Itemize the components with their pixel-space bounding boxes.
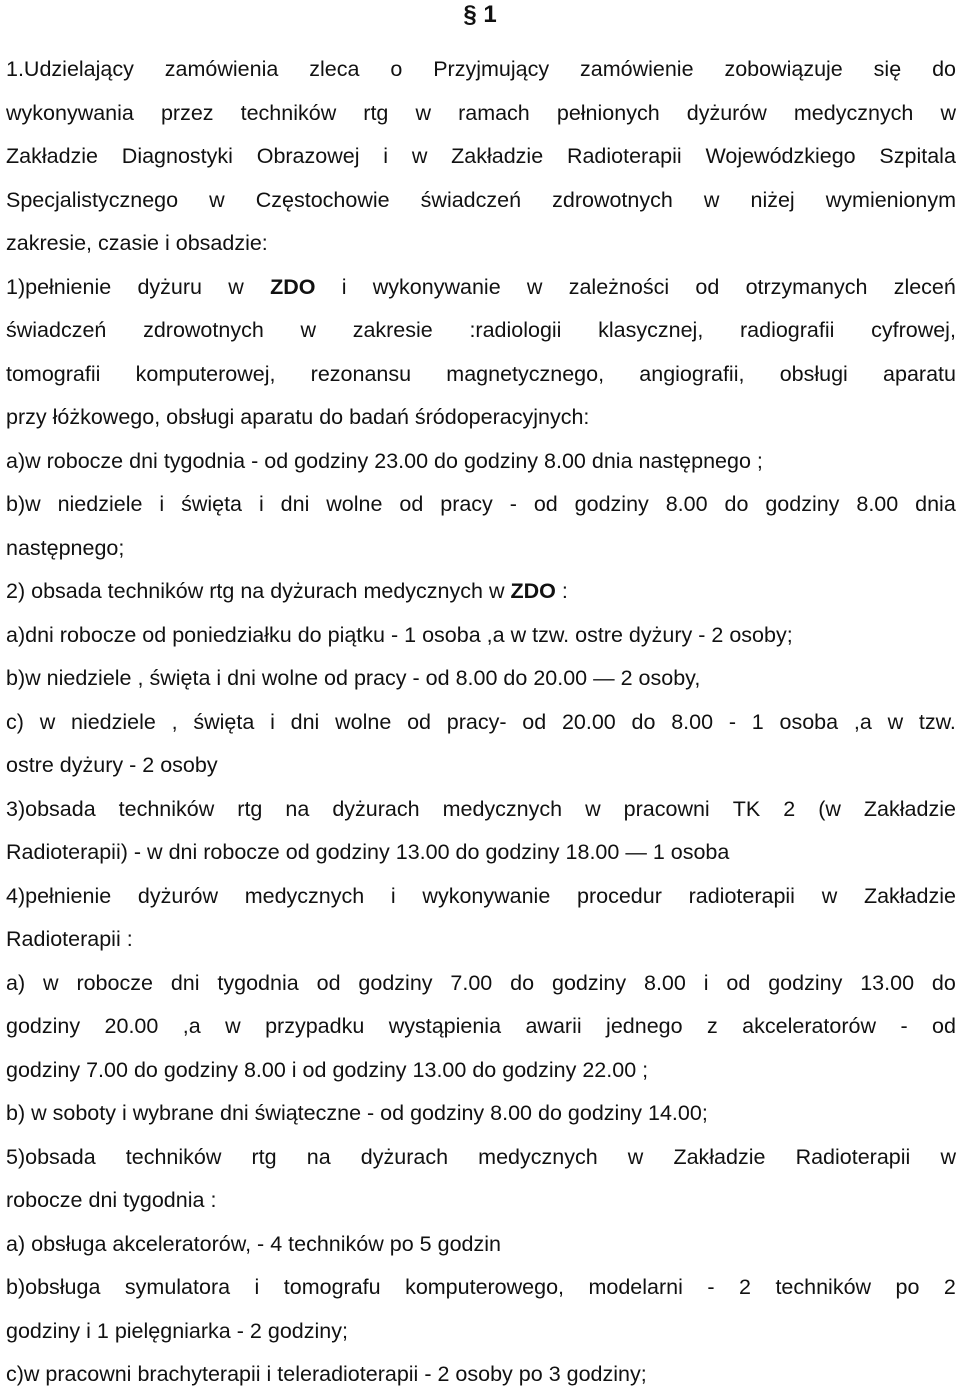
word: 8.00 [671,709,714,734]
word: w [940,1144,956,1169]
text-line-last: c)w pracowni brachyterapii i teleradioterapii - 2 osoby po 3 godziny; [6,1362,647,1386]
word: ramach [458,100,530,125]
word: tomografii [6,361,101,386]
word: i [159,492,165,516]
word: 13.00 [860,970,915,995]
word: b)obsługa [6,1275,101,1299]
word: Specjalistycznego [6,187,179,212]
word: Częstochowie [255,187,390,212]
word: 3)obsada [6,796,96,821]
word: c) [6,709,24,734]
word: rtg [237,796,263,821]
word: medycznych [793,100,914,125]
text-line [6,266,956,310]
word: zamówienia [164,57,279,81]
word: akceleratorów [742,1014,877,1038]
word: 2 [943,1275,956,1299]
paragraph-p9 [6,788,956,875]
word: Zakładzie [673,1144,766,1169]
paragraph-p5 [6,570,956,614]
word: Radioterapii [795,1144,911,1169]
word: niedziele [57,492,143,516]
paragraph-p14 [6,1223,956,1267]
word: 8.00 [856,492,899,516]
text-line [6,135,956,179]
word: w [43,970,59,995]
word: święta [193,709,255,734]
word: zleca [309,57,360,81]
paragraph-p12 [6,1092,956,1136]
word: do [931,970,956,995]
text-line [6,48,956,92]
word: zdrowotnych [143,318,264,342]
word: Wojewódzkiego [705,144,856,168]
word: od [695,274,720,299]
word: ZDO [270,274,316,299]
word: na [306,1144,331,1169]
word: Przyjmujący [433,57,550,81]
word: 1.Udzielający [6,57,134,81]
word: dyżuru [137,274,203,299]
word: aparatu [883,361,956,386]
word: w [887,709,904,734]
word: - [707,1275,715,1299]
word: 8.00 [665,492,708,516]
word: i [258,492,264,516]
word: w [228,274,244,299]
paragraph-p7 [6,657,956,701]
word: klasycznej, [598,318,704,342]
word: robocze [76,970,153,995]
word: od [316,970,341,995]
word: pracy- [446,709,507,734]
word: od [533,492,558,516]
text-line [6,353,956,397]
word: - [509,492,517,516]
word: obsługi [779,361,848,386]
word: Zakładzie [6,144,99,168]
word: jednego [606,1014,683,1038]
paragraph-p3 [6,440,956,484]
word: zdrowotnych [552,187,673,212]
word: :radiologii [469,318,562,342]
text-line-last: a)dni robocze od poniedziałku do piątku - 1 osoba ,a w tzw. ostre dyżury - 2 osoby; [6,622,793,647]
word: w [821,883,838,908]
word: w [585,796,601,821]
word: święta [181,492,243,516]
word: przez [160,100,214,125]
word: i [254,1275,260,1299]
text-line-last: godziny i 1 pielęgniarka - 2 godziny; [6,1318,348,1343]
word: awarii [525,1014,582,1038]
word: w [300,318,316,342]
word: na [285,796,310,821]
text-line-last: b)w niedziele , święta i dni wolne od pracy - od 8.00 do 20.00 — 2 osoby, [6,666,701,690]
word: 20.00 [561,709,616,734]
word: w [411,144,428,168]
word: rtg [251,1144,277,1169]
word: świadczeń [420,187,522,212]
word: 1 [751,709,764,734]
word: pełnionych [556,100,660,125]
word: od [932,1014,956,1038]
word: modelarni [588,1275,683,1299]
word: w [209,187,225,212]
word: magnetycznego, [446,361,605,386]
word: się [873,57,902,81]
document-body [6,48,956,1397]
word: komputerowej, [135,361,276,386]
text-line [6,92,956,136]
word: w [703,187,720,212]
paragraph-p4 [6,483,956,570]
word: zależności [568,274,670,299]
word: do [631,709,656,734]
word: Zakładzie [863,883,956,908]
word: Diagnostyki [121,144,233,168]
text-line-last: następnego; [6,535,125,560]
word: dyżurów [137,883,218,908]
word: do [510,970,535,995]
word: do [724,492,749,516]
word: 2 [739,1275,751,1299]
word: wykonywanie [422,883,551,908]
text-line-last: Radioterapii) - w dni robocze od godziny 13.00 do godziny 18.00 — 1 osoba [6,840,730,864]
word: 4)pełnienie [6,883,112,908]
word: w [39,709,56,734]
text-line [6,483,956,527]
text-line [6,788,956,832]
word: dyżurów [686,100,767,125]
word: 7.00 [450,970,493,995]
word: dni [280,492,310,516]
word: godziny [765,492,840,516]
text-line-last: Radioterapii : [6,927,133,951]
word: 2 [783,796,796,821]
word: procedur [577,883,662,908]
word: od [407,709,431,734]
word: 8.00 [643,970,686,995]
word: godziny [358,970,433,995]
paragraph-p8 [6,701,956,788]
word: od [399,492,424,516]
word: otrzymanych [745,274,868,299]
word: zakresie [352,318,433,342]
word: godziny [768,970,843,995]
word: od [522,709,547,734]
word: komputerowego, [405,1275,565,1299]
text-line-last: ostre dyżury - 2 osoby [6,753,218,777]
word: Radioterapii [566,144,682,168]
word: symulatora [124,1275,231,1299]
word: wolne [326,492,383,516]
word: cyfrowej, [871,318,956,342]
word: dni [290,709,320,734]
word: angiografii, [639,361,745,386]
word: wystąpienia [388,1014,502,1038]
text-line-last: zakresie, czasie i obsadzie: [6,231,268,255]
word: 20.00 [104,1014,159,1038]
word: medycznych [478,1144,598,1169]
word: (w [818,796,841,821]
text-line [6,1266,956,1310]
text-line-last: a)w robocze dni tygodnia - od godziny 23.00 do godziny 8.00 dnia następnego ; [6,448,763,473]
word: wymienionym [825,187,956,212]
paragraph-p13 [6,1136,956,1223]
word: dni [170,970,200,995]
word: w [225,1014,241,1038]
word: tzw. [918,709,956,734]
word: wolne [335,709,392,734]
text-line-last: a) obsługa akceleratorów, - 4 techników po 5 godzin [6,1231,501,1256]
word: w [940,100,956,125]
word: wykonywanie [372,274,501,299]
word: a) [6,970,26,995]
word: Zakładzie [863,796,956,821]
word: od [726,970,751,995]
paragraph-p6 [6,614,956,658]
word: medycznych [244,883,365,908]
text-line-last: przy łóżkowego, obsługi aparatu do badań śródoperacyjnych: [6,405,590,429]
word: godziny [6,1014,81,1038]
word: wykonywania [6,100,134,125]
text-line [6,179,956,223]
word: radioterapii [688,883,795,908]
word: radiografii [740,318,835,342]
word: techników [240,100,337,125]
word: w [627,1144,644,1169]
text-line-last: godziny 7.00 do godziny 8.00 i od godziny 13.00 do godziny 22.00 ; [6,1057,649,1082]
text-line-last: 2) obsada techników rtg na dyżurach medycznych w ZDO : [6,579,568,603]
word: b)w [6,492,41,516]
paragraph-p1 [6,48,956,266]
word: i [703,970,709,995]
paragraph-p2 [6,266,956,440]
word: świadczeń [6,318,107,342]
paragraph-p11 [6,962,956,1093]
word: Zakładzie [451,144,544,168]
text-line [6,1136,956,1180]
text-line [6,701,956,745]
word: zleceń [893,274,956,299]
word: 5)obsada [6,1144,96,1169]
word: medycznych [442,796,563,821]
word: zamówienie [580,57,694,81]
word: po [895,1275,920,1299]
word: w [415,100,431,125]
word: pracowni [623,796,710,821]
word: w [526,274,543,299]
text-line [6,875,956,919]
word: ,a [182,1014,201,1038]
paragraph-p15 [6,1266,956,1353]
word: techników [775,1275,872,1299]
word: , [171,709,178,734]
word: osoba [779,709,839,734]
word: - [728,709,736,734]
word: techników [118,796,215,821]
word: przypadku [265,1014,365,1038]
word: zobowiązuje [724,57,843,81]
text-line [6,309,956,353]
paragraph-p16 [6,1353,956,1397]
text-line [6,962,956,1006]
text-line [6,1005,956,1049]
word: i [383,144,389,168]
word: ,a [853,709,872,734]
text-line-last: robocze dni tygodnia : [6,1188,217,1212]
word: z [707,1014,718,1038]
word: techników [125,1144,222,1169]
word: i [270,709,275,734]
word: do [932,57,956,81]
word: godziny [551,970,627,995]
word: o [390,57,403,81]
word: tygodnia [217,970,299,995]
word: rezonansu [310,361,412,386]
word: i [341,274,347,299]
word: rtg [363,100,389,125]
word: dnia [915,492,956,516]
word: niedziele [70,709,156,734]
paragraph-p10 [6,875,956,962]
word: godziny [574,492,649,516]
word: 1)pełnienie [6,274,112,299]
word: Obrazowej [256,144,360,168]
text-line-last: b) w soboty i wybrane dni świąteczne - od godziny 8.00 do godziny 14.00; [6,1101,708,1125]
word: pracy [440,492,493,516]
word: i [390,883,396,908]
word: niżej [750,187,795,212]
section-heading: § 1 [463,1,497,28]
word: dyżurach [360,1144,449,1169]
word: Szpitala [879,144,956,168]
word: dyżurach [332,796,420,821]
word: tomografu [283,1275,381,1299]
word: TK [732,796,761,821]
word: - [900,1014,908,1038]
